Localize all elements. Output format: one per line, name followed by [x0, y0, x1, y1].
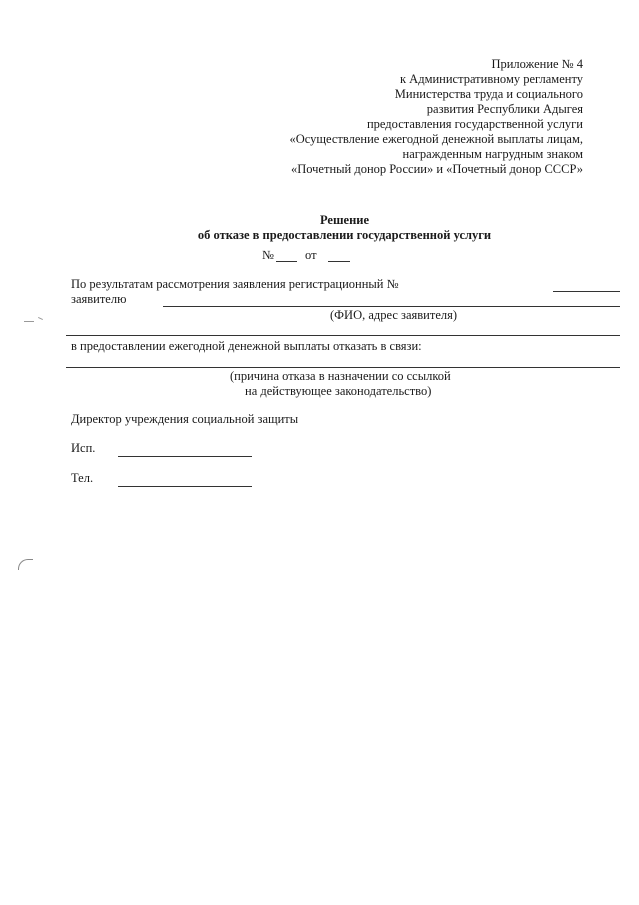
- scan-mark: [38, 317, 43, 320]
- registration-number-blank: [553, 291, 620, 292]
- reason-blank: [66, 367, 620, 368]
- date-label: от: [305, 248, 317, 262]
- phone-label: Тел.: [71, 471, 94, 485]
- executor-label: Исп.: [71, 441, 96, 455]
- header-line-2: к Административному регламенту: [399, 72, 583, 86]
- applicant-blank: [163, 306, 620, 307]
- applicant-hint: (ФИО, адрес заявителя): [330, 308, 458, 322]
- applicant-blank-2: [66, 335, 620, 336]
- executor-blank: [118, 456, 252, 457]
- header-line-7: награжденным нагрудным знаком: [402, 147, 583, 161]
- number-label: №: [262, 248, 274, 262]
- scan-mark: [24, 321, 34, 322]
- decision-subtitle: об отказе в предоставлении государственной услуги: [197, 228, 492, 242]
- applicant-label: заявителю: [71, 292, 127, 306]
- header-line-5: предоставления государственной услуги: [366, 117, 583, 131]
- reason-hint-1: (причина отказа в назначении со ссылкой: [230, 369, 451, 383]
- results-line: По результатам рассмотрения заявления регистрационный №: [71, 277, 399, 291]
- number-blank: [276, 261, 297, 262]
- director-label: Директор учреждения социальной защиты: [71, 412, 299, 426]
- date-blank: [328, 261, 350, 262]
- reason-hint-2: на действующее законодательство): [245, 384, 432, 398]
- phone-blank: [118, 486, 252, 487]
- decision-title: Решение: [319, 213, 370, 227]
- header-line-3: Министерства труда и социального: [394, 87, 583, 101]
- header-line-1: Приложение № 4: [491, 57, 583, 71]
- refusal-line: в предоставлении ежегодной денежной выплаты отказать в связи:: [71, 339, 422, 353]
- header-line-4: развития Республики Адыгея: [426, 102, 583, 116]
- header-line-6: «Осуществление ежегодной денежной выплаты лицам,: [289, 132, 583, 146]
- header-line-8: «Почетный донор России» и «Почетный донор СССР»: [290, 162, 583, 176]
- scan-mark: [18, 559, 33, 570]
